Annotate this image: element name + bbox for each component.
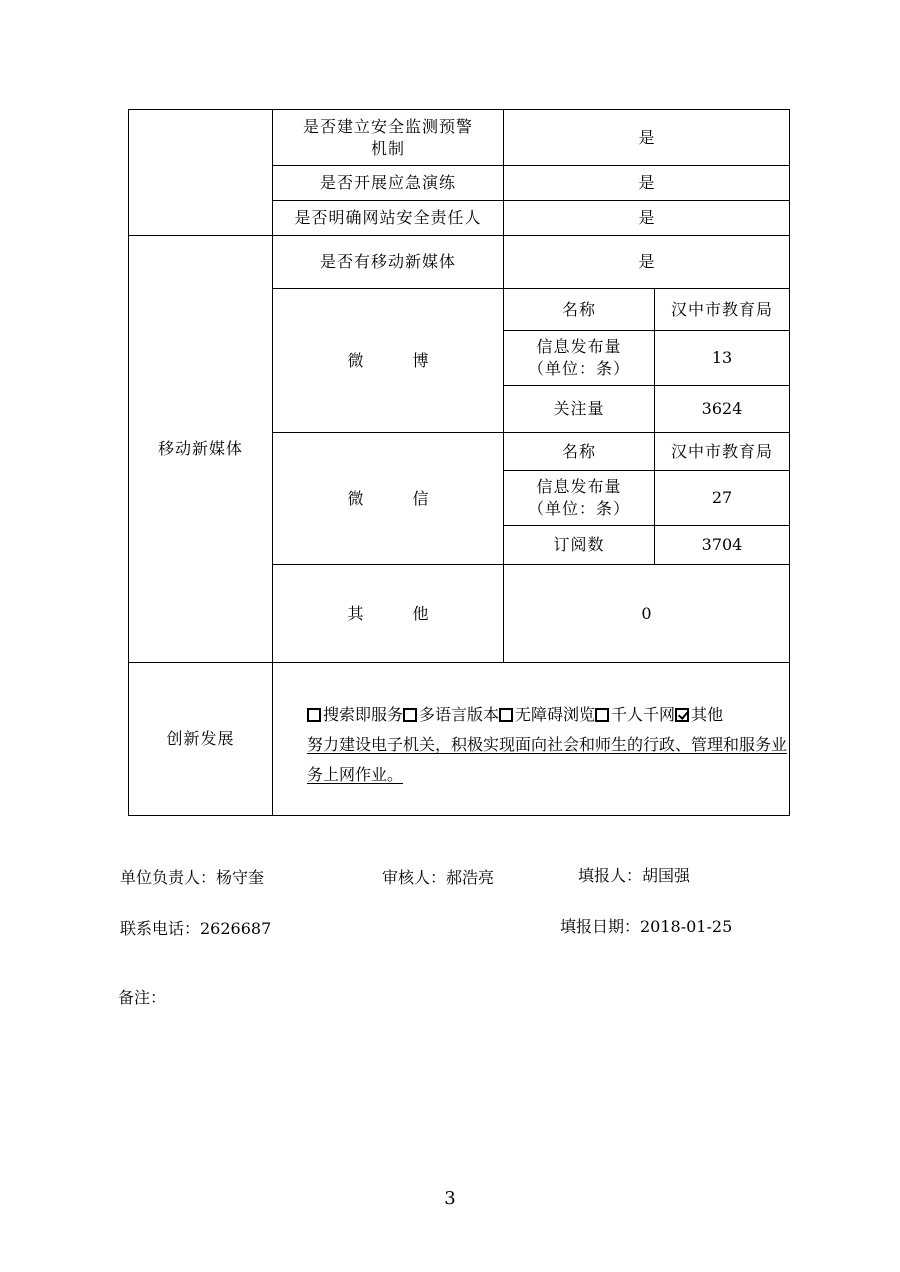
weixin-publish-value: 27	[711, 488, 733, 507]
weibo-follow-value: 3624	[701, 399, 743, 418]
weixin-name-value: 汉中市教育局	[670, 441, 773, 461]
weibo-publish-value: 13	[711, 348, 733, 367]
option-personalized[interactable]: 千人千网	[595, 705, 675, 724]
has-mobile-media-label: 是否有移动新媒体	[319, 252, 456, 271]
checkbox-accessibility[interactable]	[499, 708, 513, 722]
other-media-label: 其 他	[347, 603, 451, 623]
security-monitoring-label: 是否建立安全监测预警 机制	[302, 116, 473, 158]
unit-head: 单位负责人：杨守奎	[120, 868, 265, 887]
weixin-subscribe-label: 订阅数	[553, 535, 605, 554]
option-other[interactable]: 其他	[675, 705, 723, 724]
fill-date: 填报日期：2018-01-25	[560, 917, 733, 936]
page-number: 3	[444, 1188, 456, 1209]
other-media-value: 0	[641, 603, 652, 623]
weibo-follow-label: 关注量	[553, 399, 605, 418]
weibo-name-label: 名称	[561, 299, 596, 319]
checkbox-search-service[interactable]	[307, 708, 321, 722]
checkbox-personalized[interactable]	[595, 708, 609, 722]
option-multilingual[interactable]: 多语言版本	[403, 705, 499, 724]
filler: 填报人：胡国强	[578, 866, 691, 885]
security-officer-label: 是否明确网站安全责任人	[294, 208, 482, 227]
reviewer: 审核人：郝浩亮	[382, 868, 495, 887]
option-search-service[interactable]: 搜索即服务	[307, 705, 403, 724]
innovation-content	[307, 700, 787, 790]
has-mobile-media-value: 是	[638, 252, 655, 271]
weibo-label: 微 博	[347, 350, 451, 370]
weibo-name-value: 汉中市教育局	[670, 299, 773, 319]
security-monitoring-value: 是	[638, 127, 655, 147]
emergency-drill-label: 是否开展应急演练	[319, 173, 456, 192]
weixin-publish-label: 信息发布量 （单位：条）	[527, 477, 630, 518]
checkbox-other-checked[interactable]	[675, 708, 689, 722]
weibo-publish-label: 信息发布量 （单位：条）	[527, 337, 630, 378]
weixin-name-label: 名称	[561, 441, 596, 461]
emergency-drill-value: 是	[638, 173, 655, 192]
mobile-media-section-label: 移动新媒体	[157, 439, 243, 458]
weixin-subscribe-value: 3704	[701, 535, 743, 554]
contact-phone: 联系电话：2626687	[120, 919, 272, 938]
option-accessibility[interactable]: 无障碍浏览	[499, 705, 595, 724]
innovation-section-label: 创新发展	[166, 729, 235, 748]
checkbox-multilingual[interactable]	[403, 708, 417, 722]
remarks: 备注：	[118, 988, 167, 1007]
weixin-label: 微 信	[347, 488, 451, 508]
security-officer-value: 是	[638, 208, 655, 227]
innovation-description: 努力建设电子机关，积极实现面向社会和师生的行政、管理和服务业务上网作业。	[307, 735, 788, 784]
